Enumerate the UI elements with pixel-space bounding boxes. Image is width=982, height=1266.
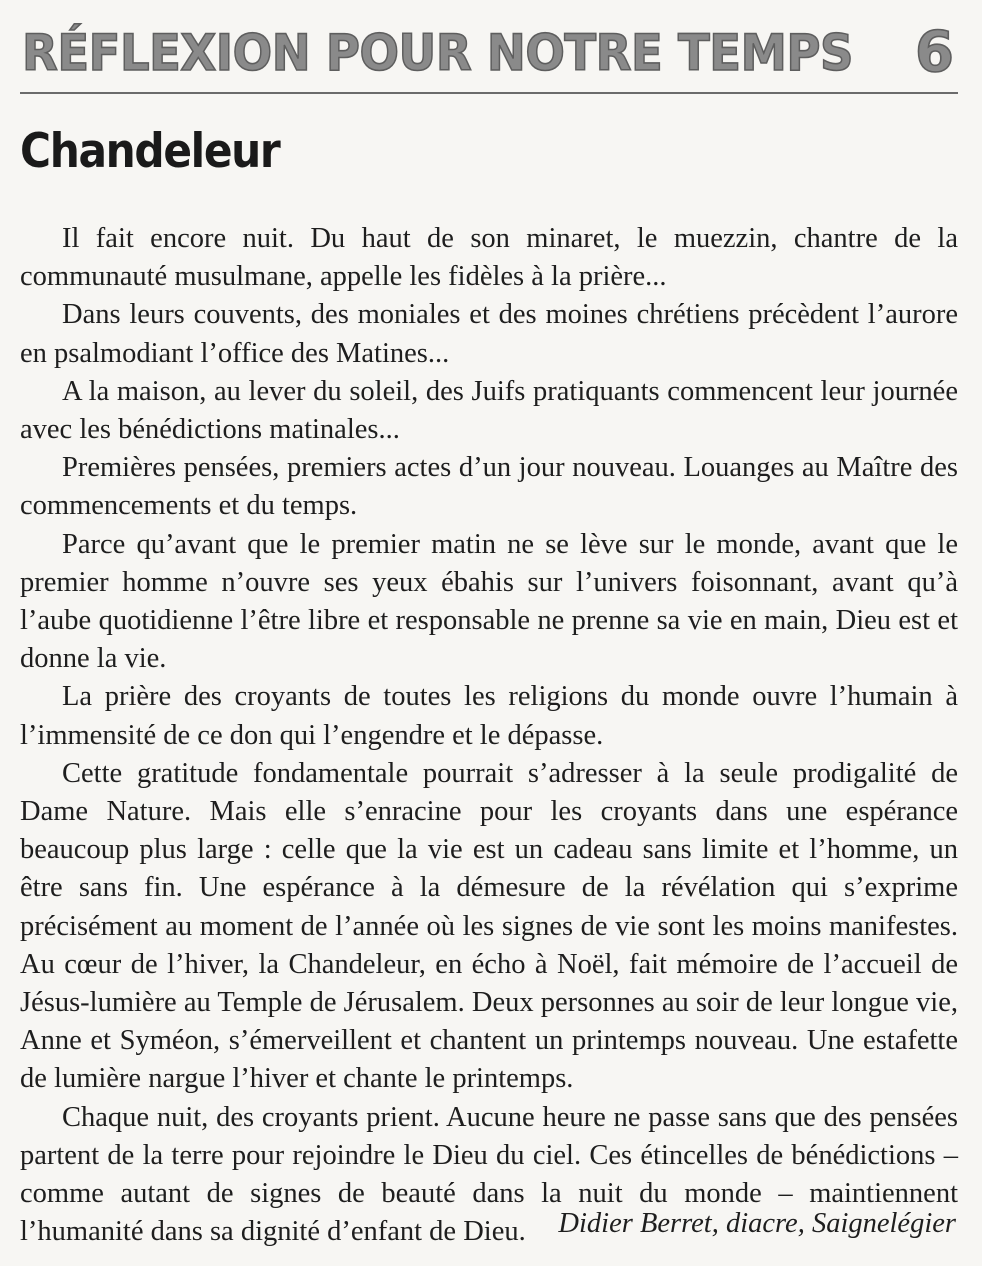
paragraph: Il fait encore nuit. Du haut de son minaret, le muezzin, chantre de la communauté musulmane, appelle les fidèles à la prière...	[20, 223, 958, 293]
paragraph: Parce qu’avant que le premier matin ne se lève sur le monde, avant que le premier homme n’ouvre ses yeux ébahis sur l’univers foisonnant, avant qu’à l’aube quotidienne l’être libre et responsable ne prenne sa vie en main, Dieu est et donne la vie.	[20, 528, 958, 675]
paragraph: Dans leurs couvents, des moniales et des moines chrétiens précèdent l’aurore en psalmodiant l’office des Matines...	[20, 299, 958, 369]
paragraph: A la maison, au lever du soleil, des Juifs pratiquants commencent leur journée avec les bénédictions matinales...	[20, 375, 958, 446]
page-number: 6	[915, 20, 954, 85]
section-title: RÉFLEXION POUR NOTRE TEMPS	[22, 24, 854, 82]
article-body	[20, 220, 958, 1251]
page-header	[20, 14, 958, 94]
paragraph: Cette gratitude fondamentale pourrait s’adresser à la seule prodigalité de Dame Nature. Mais elle s’enracine pour les croyants dans une espérance beaucoup plus large : celle que la vie est un cadeau sans limite et l’homme, un être sans fin. Une espérance à la démesure de la révélation qui s’exprime précisément au moment de l’année où les signes de vie sont les moins manifestes. Au cœur de l’hiver, la Chandeleur, en écho à Noël, fait mémoire de l’accueil de Jésus-lumière au Temple de Jérusalem. Deux personnes au soir de leur longue vie, Anne et Syméon, s’émerveillent et chantent un printemps nouveau. Une estafette de lumière nargue l’hiver et chante le printemps.	[20, 757, 958, 1095]
paragraph: La prière des croyants de toutes les religions du monde ouvre l’humain à l’immensité de ce don qui l’engendre et le dépasse.	[20, 681, 958, 751]
paragraph: Chaque nuit, des croyants prient. Aucune heure ne passe sans que des pensées partent de la terre pour rejoindre le Dieu du ciel. Ces étincelles de bénédictions – comme autant de signes de beauté dans la nuit du monde – maintiennent l’humanité dans sa dignité d’enfant de Dieu.	[20, 1101, 958, 1248]
author-signature: Didier Berret, diacre, Saignelégier	[558, 1208, 956, 1239]
paragraph: Premières pensées, premiers actes d’un jour nouveau. Louanges au Maître des commencements et du temps.	[20, 452, 958, 522]
article-title: Chandeleur	[20, 124, 280, 179]
